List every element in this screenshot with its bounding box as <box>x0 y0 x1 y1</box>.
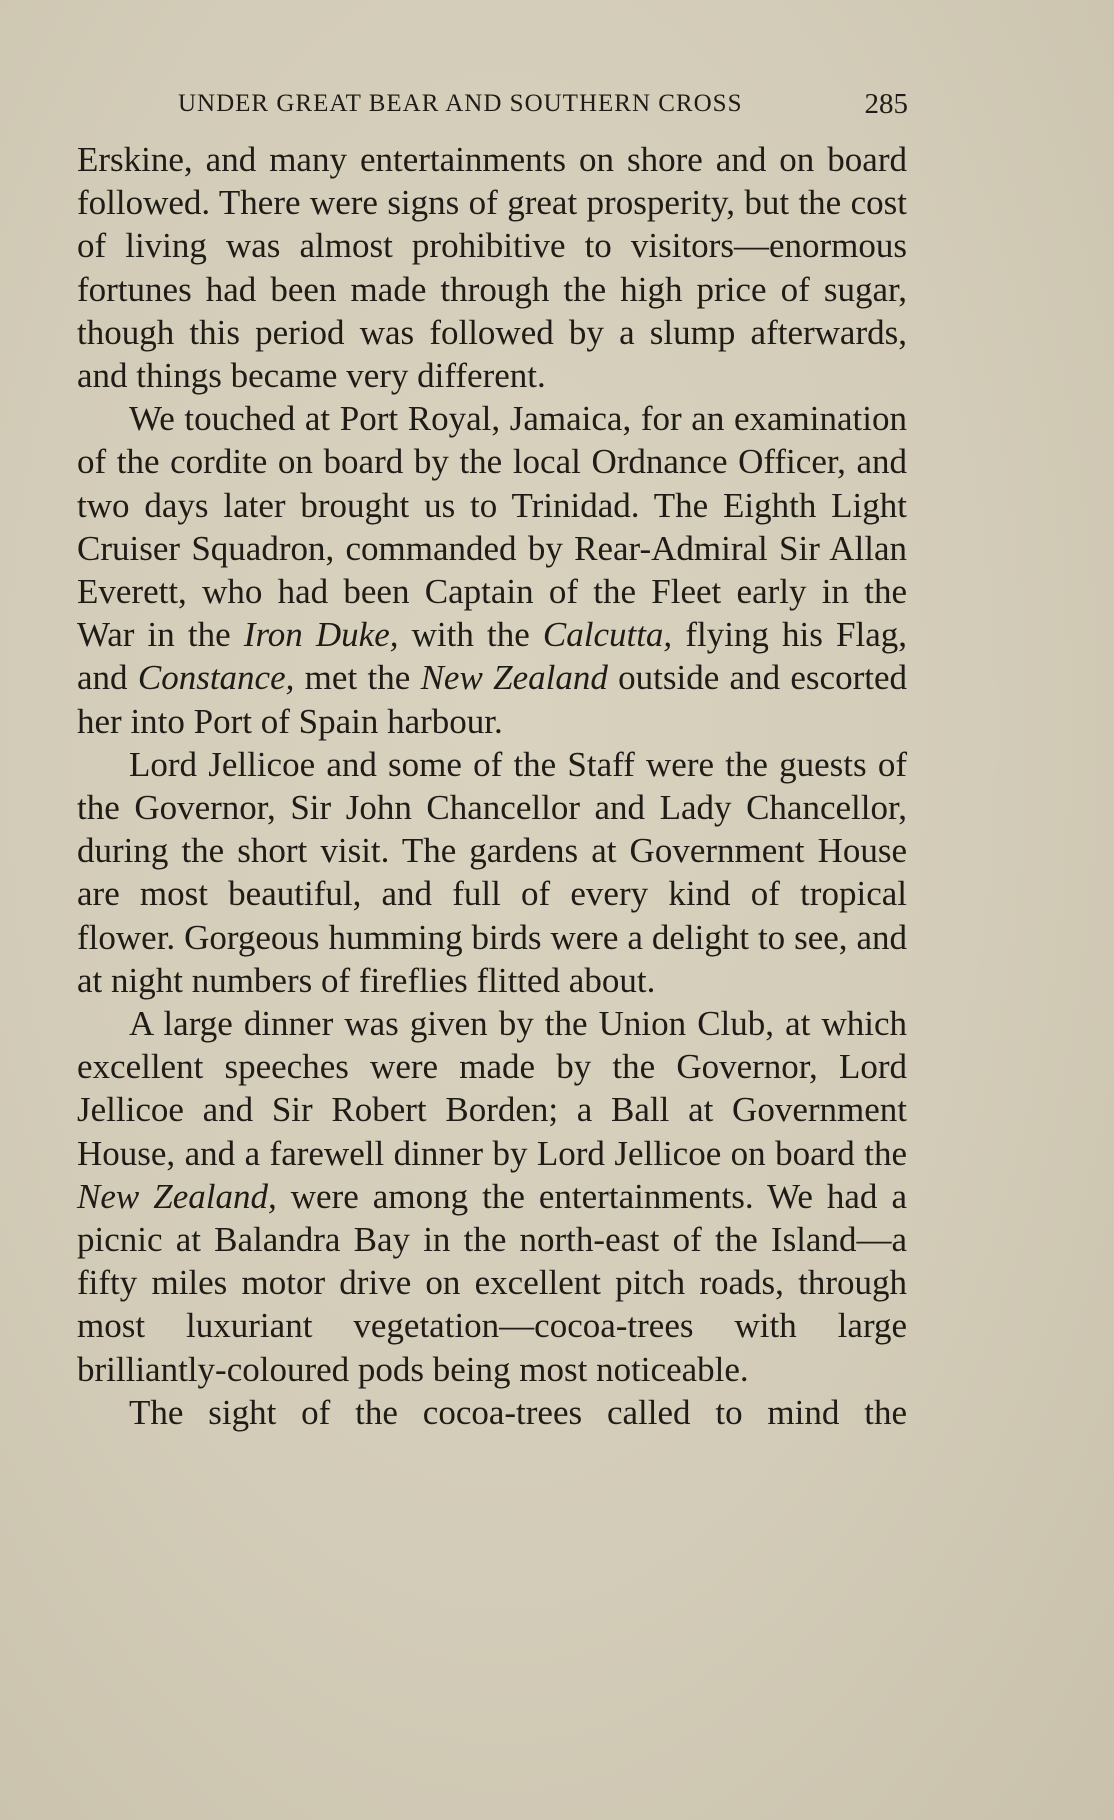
paragraph-2 <box>77 397 907 743</box>
paragraph-text: with the <box>398 615 543 655</box>
paragraph-5 <box>77 1391 907 1434</box>
ship-name-calcutta: Calcutta, <box>542 615 673 655</box>
running-header <box>178 86 908 122</box>
ship-name-constance: Constance, <box>137 658 295 698</box>
paragraph-text: Erskine, and many entertainments on shore and on board followed. There were signs of great prosperity, but the cost of living was almost prohibitive to visitors—enormous fortunes had been made through the high price of sugar, though this period was followed by a slump afterwards, and things became very different. <box>77 140 907 396</box>
paragraph-text: were among the entertainments. We had a picnic at Balandra Bay in the north-east of the Island—a fifty miles motor drive on excellent pitch roads, through most luxuriant vegetation—cocoa-trees with large brilliantly-coloured pods being most noticeable. <box>77 1176 907 1389</box>
paragraph-text: The sight of the cocoa-trees called to mind the <box>129 1392 907 1432</box>
running-title: UNDER GREAT BEAR AND SOUTHERN CROSS <box>178 90 743 117</box>
paragraph-text: A large dinner was given by the Union Club, at which excellent speeches were made by the Governor, Lord Jellicoe and Sir Robert Borden; a Ball at Government House, and a farewell dinner by Lord Jellicoe on board the <box>77 1004 907 1173</box>
paragraph-text: met the <box>294 658 421 698</box>
paragraph-3 <box>77 743 907 1002</box>
ship-name-iron-duke: Iron Duke, <box>243 615 399 655</box>
paragraph-text: flying his Flag, and <box>77 615 907 698</box>
paragraph-text: We touched at Port Royal, Jamaica, for an examination of the cordite on board by the local Ordnance Officer, and two days later brought us to Trinidad. The Eighth Light Cruiser Squadron, commanded by Rear-Admiral Sir Allan Everett, who had been Captain of the Fleet early in the War in the <box>77 399 907 655</box>
ship-name-new-zealand: New Zealand, <box>77 1176 277 1216</box>
paragraph-4 <box>77 1002 907 1391</box>
paragraph-1 <box>77 138 907 397</box>
page-number: 285 <box>864 88 908 120</box>
ship-name-new-zealand: New Zealand <box>420 658 608 698</box>
paragraph-text: outside and escorted her into Port of Spain harbour. <box>77 658 908 741</box>
body-text <box>77 138 907 1434</box>
paragraph-text: Lord Jellicoe and some of the Staff were the guests of the Governor, Sir John Chancellor and Lady Chancellor, during the short visit. The gardens at Government House are most beautiful, and full of every kind of tropical flower. Gorgeous humming birds were a delight to see, and at night numbers of fireflies flitted about. <box>77 744 907 1000</box>
